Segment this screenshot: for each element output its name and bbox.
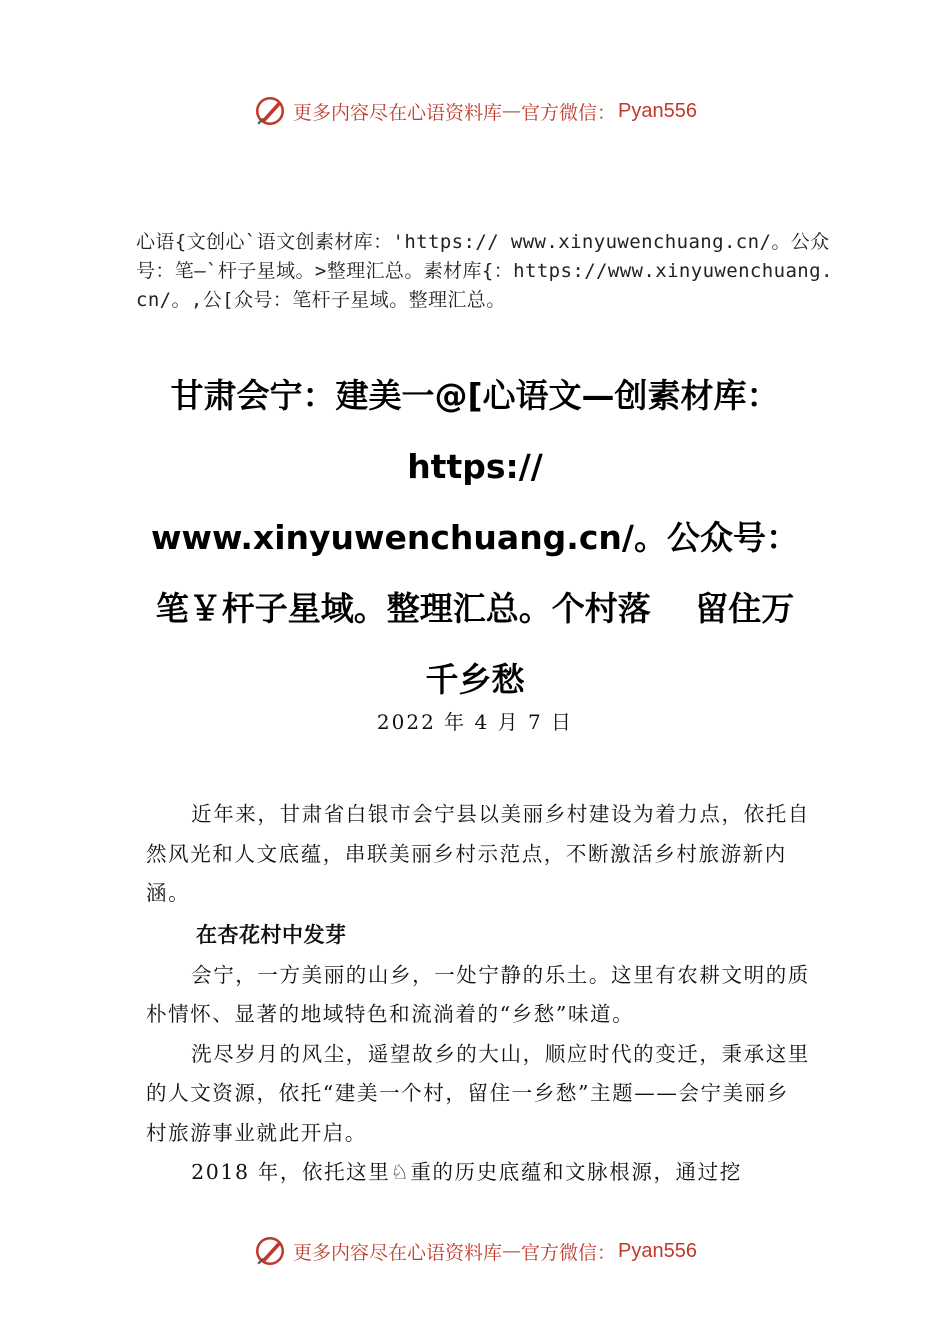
watermark-wechat-id: Pyan556 [618, 1239, 697, 1262]
title-line: 甘肃会宁：建美一@[心语文—创素材库： [170, 376, 780, 415]
paragraph: 洗尽岁月的风尘，遥望故乡的大山，顺应时代的变迁，秉承这里的人文资源，依托“建美一个村，留住一乡愁”主题——会宁美丽乡村旅游事业就此开启。 [146, 1041, 810, 1145]
quill-pen-circle-icon [253, 94, 287, 128]
title-line: www.xinyuwenchuang.cn/。公众号： [151, 518, 799, 557]
paragraph: 会宁，一方美丽的山乡，一处宁静的乐土。这里有农耕文明的质朴情怀、显著的地域特色和流淌着的“乡愁”味道。 [146, 962, 810, 1026]
paragraph: 2018 年，依托这里♘重的历史底蕴和文脉根源，通过挖 [191, 1160, 742, 1184]
article-title [120, 360, 830, 715]
title-line: 千乡愁 [425, 660, 525, 699]
watermark-wechat-label: 官方微信： [521, 101, 617, 124]
title-line: https:// [407, 447, 543, 486]
watermark-wechat-label: 官方微信： [521, 1241, 617, 1264]
watermark-separator: — [502, 1240, 522, 1262]
watermark-footer [0, 1234, 950, 1268]
paragraph: 近年来，甘肃省白银市会宁县以美丽乡村建设为着力点，依托自然风光和人文底蕴，串联美丽乡村示范点，不断激活乡村旅游新内涵。 [146, 802, 810, 905]
quill-pen-circle-icon [253, 1234, 287, 1268]
publish-date: 2022 年 4 月 7 日 [376, 710, 574, 734]
intro-text: 心语{文创心`语文创素材库：'https:// www.xinyuwenchuang.cn/。公众号：笔—`杆子星域。>整理汇总。素材库{：https://www.xinyuwenchuang.cn/。,公[众号：笔杆子星域。整理汇总。 [136, 231, 833, 311]
watermark-separator: — [502, 100, 522, 122]
article-body [146, 795, 811, 1193]
title-line: 笔￥杆子星域。整理汇总。个村落 留住万 [155, 589, 795, 628]
watermark-text: 更多内容尽在心语资料库 [293, 1241, 503, 1264]
watermark-header [0, 94, 950, 128]
watermark-wechat-id: Pyan556 [618, 99, 697, 122]
watermark-text: 更多内容尽在心语资料库 [293, 101, 503, 124]
section-heading: 在杏花村中发芽 [196, 922, 347, 947]
